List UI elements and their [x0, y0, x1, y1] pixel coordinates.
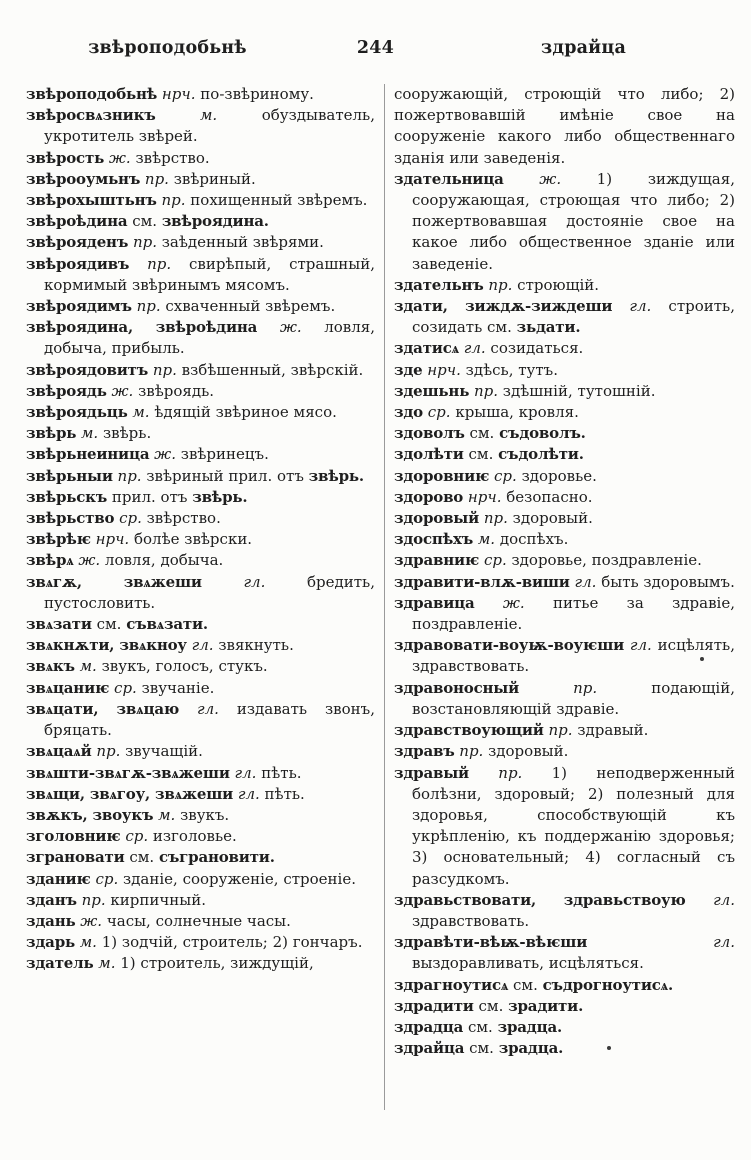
gloss-text: звѣрство.	[135, 148, 210, 167]
headword: звѣрооумьнъ	[26, 169, 141, 188]
headword: звѣросвѧзникъ	[26, 106, 156, 125]
pos-label: пр.	[161, 191, 186, 210]
gloss-text: изголовье.	[152, 827, 237, 846]
gloss-text: строить, созидать см.	[412, 297, 735, 337]
dictionary-entry	[26, 423, 375, 444]
gloss-text: обуздыватель, укротитель звѣрей.	[44, 106, 375, 146]
gloss-text: здоровье, поздравленіе.	[511, 551, 702, 570]
dictionary-entry	[26, 487, 375, 508]
pos-label: м.	[158, 805, 176, 824]
ink-speck	[700, 657, 704, 661]
gloss-text: взбѣшенный, звѣрскій.	[181, 360, 364, 379]
dictionary-entry	[26, 911, 375, 932]
headword: звѣроядивъ	[26, 254, 130, 273]
headword: звѣроподобьнѣ	[26, 85, 158, 103]
gloss-text: см.	[467, 1017, 493, 1036]
headword: звѣрьство	[26, 509, 115, 528]
header-guide-word-left: звѣроподобьнѣ	[88, 38, 247, 58]
dictionary-entry	[26, 805, 375, 826]
gloss-text: здравый.	[577, 721, 649, 740]
headword: звѣрьныи	[26, 466, 113, 485]
headword: здравѣти-вѣѭ-вѣѥши	[394, 933, 588, 952]
pos-label: гл.	[713, 890, 735, 909]
gloss-text: исцѣлять, здравствовать.	[412, 636, 735, 676]
headword: здарь	[26, 933, 75, 952]
headword: звѣрь	[26, 424, 77, 443]
ink-speck	[607, 1046, 611, 1050]
headword: звѣрояденъ	[26, 233, 129, 252]
headword: звѧшти-звѧгѫ-звѧжеши	[26, 763, 230, 782]
pos-label: м.	[81, 424, 99, 443]
headword: здравоносный	[394, 678, 520, 697]
pos-label: гл.	[191, 636, 214, 655]
pos-label: гл.	[629, 636, 652, 655]
pos-label: гл.	[196, 699, 219, 718]
headword: здрадца	[394, 1017, 464, 1036]
pos-label: пр.	[152, 360, 177, 379]
dictionary-entry	[394, 487, 735, 508]
dictionary-entry	[26, 254, 375, 296]
gloss-text: звякнуть.	[218, 636, 294, 655]
headword: звѧгѫ, звѧжеши	[26, 572, 202, 591]
cross-reference: звѣроядина.	[161, 212, 269, 231]
gloss-text: см.	[469, 424, 495, 443]
pos-label: гл.	[463, 339, 486, 358]
dictionary-entry	[26, 890, 375, 911]
pos-label: ж.	[539, 169, 562, 188]
pos-label: ж.	[78, 551, 101, 570]
dictionary-entry	[394, 360, 735, 381]
gloss-text: звѣриный.	[173, 169, 256, 188]
pos-label: ср.	[494, 466, 517, 485]
dictionary-entry	[394, 1038, 735, 1059]
gloss-text: ловля, добыча, прибыль.	[44, 318, 375, 358]
headword: зграновати	[26, 848, 125, 867]
headword: здатель	[26, 954, 94, 973]
gloss-text: кирпичный.	[110, 890, 206, 909]
headword: звѫкъ, звоукъ	[26, 805, 154, 824]
headword: здрагноутисѧ	[394, 975, 509, 994]
headword: здрадити	[394, 996, 474, 1015]
pos-label: ср.	[483, 551, 507, 570]
headword: звѣрьскъ	[26, 487, 108, 506]
gloss-text: свирѣпый, страшный, кормимый звѣринымъ мясомъ.	[44, 254, 375, 294]
gloss-text: см.	[132, 212, 158, 231]
gloss-text: безопасно.	[506, 487, 593, 506]
gloss-text: часы, солнечные часы.	[106, 911, 291, 930]
gloss-text: сооружающій, строющій что либо; 2) пожертвовавшій имѣніе свое на сооруженіе какого либо общественнаго зданія или заведенія.	[394, 85, 735, 167]
pos-label: гл.	[629, 297, 652, 316]
cross-reference: зьдати.	[516, 318, 581, 337]
pos-label: пр.	[548, 721, 573, 740]
gloss-text: ловля, добыча.	[104, 551, 224, 570]
dictionary-entry	[26, 529, 375, 550]
headword: зданъ	[26, 890, 77, 909]
pos-label: гл.	[713, 933, 735, 952]
gloss-text: издавать звонъ, бряцать.	[44, 699, 375, 740]
gloss-text: болѣе звѣрски.	[133, 530, 253, 549]
gloss-text: питье за здравіе, поздравленіе.	[412, 593, 735, 634]
cross-reference: зрадца.	[497, 1017, 562, 1036]
gloss-text: здоровый.	[512, 509, 593, 528]
headword: зданиѥ	[26, 869, 91, 888]
dictionary-entry	[394, 678, 735, 720]
text-columns	[26, 84, 735, 1110]
gloss-text: доспѣхъ.	[499, 530, 569, 549]
cross-reference: звѣрь.	[308, 466, 364, 485]
pos-label: м.	[132, 403, 150, 422]
dictionary-entry	[26, 105, 375, 147]
headword: звѧцаниѥ	[26, 678, 110, 697]
dictionary-entry	[26, 84, 375, 105]
dictionary-entry	[394, 572, 735, 593]
headword: здравити-влѫ-виши	[394, 572, 570, 591]
gloss-text: подающій, возстановляющій здравіе.	[412, 678, 735, 718]
header-guide-word-right: здрайца	[540, 38, 627, 58]
gloss-text: звѣрство.	[146, 509, 221, 528]
pos-label: пр.	[132, 233, 157, 252]
headword: звѣроядьць	[26, 403, 128, 422]
dictionary-entry	[26, 190, 375, 211]
cross-reference: съдрогноутисѧ.	[542, 975, 674, 994]
pos-label: пр.	[459, 742, 484, 761]
pos-label: м.	[79, 657, 97, 676]
pos-label: ср.	[125, 827, 149, 846]
cross-reference: съграновити.	[158, 848, 275, 867]
headword: звѣроядина, звѣроѣдина	[26, 318, 258, 337]
dictionary-entry	[26, 296, 375, 317]
pos-label: гл.	[243, 572, 266, 591]
running-header	[0, 38, 751, 58]
dictionary-entry	[394, 932, 735, 974]
dictionary-entry	[394, 169, 735, 275]
pos-label: пр.	[81, 890, 106, 909]
headword: здрайца	[394, 1039, 465, 1058]
pos-label: пр.	[117, 466, 142, 485]
headword: звѣрѣѥ	[26, 530, 91, 549]
gloss-text: по-звѣриному.	[200, 85, 314, 103]
dictionary-entry	[394, 720, 735, 741]
headword: звѣроядь	[26, 381, 107, 400]
dictionary-entry	[26, 763, 375, 784]
pos-label: пр.	[144, 169, 169, 188]
dictionary-entry	[26, 211, 375, 232]
cross-reference: звѣрь.	[192, 487, 248, 506]
gloss-text: пѣть.	[264, 784, 305, 803]
headword: здо	[394, 403, 423, 422]
dictionary-entry	[26, 741, 375, 762]
pos-label: пр.	[483, 509, 508, 528]
headword: здоспѣхъ	[394, 530, 474, 549]
pos-label: м.	[477, 530, 496, 549]
headword: здорово	[394, 487, 464, 506]
dictionary-entry	[26, 699, 375, 741]
headword: здравица	[394, 593, 475, 612]
gloss-text: звѣриный прил. отъ	[146, 466, 304, 485]
pos-label: ж.	[154, 445, 176, 464]
dictionary-entry	[394, 763, 735, 890]
gloss-text: здѣсь, тутъ.	[465, 360, 558, 379]
gloss-text: звѣрь.	[103, 424, 152, 443]
headword: здательнъ	[394, 275, 484, 294]
dictionary-entry	[26, 381, 375, 402]
gloss-text: здѣшній, тутошній.	[502, 381, 656, 400]
dictionary-entry	[394, 1017, 735, 1038]
headword: здравниѥ	[394, 551, 480, 570]
gloss-text: см.	[96, 615, 122, 634]
dictionary-entry	[394, 529, 735, 550]
page-number: 244	[356, 38, 395, 58]
dictionary-entry	[26, 572, 375, 614]
gloss-text: строющій.	[517, 275, 600, 294]
gloss-text: прил. отъ	[111, 487, 188, 506]
headword: здатисѧ	[394, 339, 459, 358]
gloss-text: звукъ.	[180, 805, 230, 824]
headword: звѧщи, звѧгоу, звѧжеши	[26, 784, 234, 803]
dictionary-entry	[394, 466, 735, 487]
pos-label: м.	[98, 954, 116, 973]
gloss-text: см.	[478, 996, 504, 1015]
gloss-text: бредить, пустословить.	[44, 572, 375, 612]
cross-reference: съвѧзати.	[126, 615, 208, 634]
headword: здешьнь	[394, 381, 470, 400]
pos-label: ср.	[119, 509, 142, 528]
headword: здательница	[394, 169, 504, 188]
dictionary-entry	[26, 317, 375, 359]
pos-label: пр.	[573, 678, 598, 697]
dictionary-entry	[394, 381, 735, 402]
dictionary-entry	[26, 360, 375, 381]
dictionary-entry	[26, 169, 375, 190]
headword: здоровый	[394, 509, 480, 528]
gloss-text: выздоравливать, исцѣляться.	[412, 954, 644, 973]
dictionary-entry	[394, 508, 735, 529]
gloss-text: здравствовать.	[412, 911, 530, 930]
headword: звѣроядимъ	[26, 297, 132, 316]
gloss-text: ѣдящій звѣриное мясо.	[154, 403, 337, 422]
cross-reference: зрадца.	[498, 1039, 564, 1058]
headword: здравовати-воуѭ-воуѥши	[394, 636, 625, 655]
cross-reference: съдоволъ.	[499, 424, 586, 443]
dictionary-entry	[394, 741, 735, 762]
column-right	[385, 84, 735, 1110]
gloss-text: здоровье.	[521, 466, 597, 485]
gloss-text: звѣринецъ.	[180, 445, 269, 464]
dictionary-entry	[394, 996, 735, 1017]
dictionary-entry	[394, 593, 735, 635]
pos-label: ж.	[279, 318, 302, 337]
gloss-text: звѣроядь.	[138, 381, 215, 400]
pos-label: ср.	[95, 869, 119, 888]
headword: звѣроядовитъ	[26, 360, 149, 379]
dictionary-entry	[394, 444, 735, 465]
headword: звѣрохыштьнъ	[26, 191, 157, 210]
column-left	[26, 84, 385, 1110]
cross-reference: зрадити.	[508, 996, 584, 1015]
headword: звѧцати, звѧцаю	[26, 699, 180, 718]
gloss-text: зданіе, сооруженіе, строеніе.	[123, 869, 356, 888]
pos-label: ж.	[111, 381, 134, 400]
dictionary-entry	[394, 890, 735, 932]
dictionary-entry	[26, 402, 375, 423]
dictionary-entry	[394, 550, 735, 571]
dictionary-entry	[26, 466, 375, 487]
gloss-text: см.	[468, 445, 494, 464]
dictionary-entry	[394, 402, 735, 423]
dictionary-entry	[26, 678, 375, 699]
dictionary-entry	[26, 826, 375, 847]
pos-label: нрч.	[467, 487, 502, 506]
pos-label: гл.	[234, 763, 257, 782]
pos-label: пр.	[498, 763, 523, 782]
dictionary-entry	[26, 656, 375, 677]
headword: звѣрьнеиница	[26, 445, 150, 464]
gloss-text: похищенный звѣремъ.	[190, 191, 368, 210]
dictionary-entry	[394, 275, 735, 296]
gloss-text: крыша, кровля.	[455, 403, 579, 422]
dictionary-entry	[394, 296, 735, 338]
gloss-text: см.	[469, 1039, 494, 1058]
dictionary-entry	[26, 953, 375, 974]
headword: звѧзати	[26, 615, 92, 634]
pos-label: пр.	[473, 381, 498, 400]
pos-label: м.	[79, 933, 97, 952]
pos-label: м.	[200, 106, 218, 125]
gloss-text: 1) строитель, зиждущій,	[120, 954, 314, 973]
gloss-text: быть здоровымъ.	[601, 572, 735, 591]
headword: здоволъ	[394, 424, 465, 443]
headword: здравъ	[394, 742, 455, 761]
dictionary-entry	[394, 975, 735, 996]
pos-label: пр.	[147, 254, 172, 273]
dictionary-entry	[26, 635, 375, 656]
pos-label: пр.	[136, 297, 161, 316]
headword: звѧкнѫти, звѧкноу	[26, 636, 187, 655]
headword: зде	[394, 360, 423, 379]
dictionary-entry	[26, 444, 375, 465]
headword: здань	[26, 911, 76, 930]
headword: звѧкъ	[26, 657, 75, 676]
gloss-text: 1) неподверженный болѣзни, здоровый; 2) полезный для здоровья, способствующій къ укрѣпленію, къ поддержанію здоровья; 3) основательный; 4) согласный съ разсудкомъ.	[412, 763, 735, 888]
headword: звѣроѣдина	[26, 212, 128, 231]
dictionary-entry	[26, 869, 375, 890]
pos-label: гл.	[574, 572, 597, 591]
pos-label: ж.	[108, 148, 131, 167]
gloss-text: заѣденный звѣрями.	[161, 233, 324, 252]
pos-label: пр.	[488, 275, 513, 294]
pos-label: нрч.	[161, 85, 196, 103]
pos-label: ср.	[114, 678, 137, 697]
headword: здравствоующий	[394, 721, 544, 740]
pos-label: ж.	[80, 911, 103, 930]
gloss-text: схваченный звѣремъ.	[165, 297, 336, 316]
headword: звѣрость	[26, 148, 105, 167]
dictionary-entry	[26, 614, 375, 635]
pos-label: ср.	[427, 403, 451, 422]
headword: звѣрѧ	[26, 551, 74, 570]
pos-label: гл.	[237, 784, 260, 803]
headword: здоровниѥ	[394, 466, 490, 485]
entry-continuation	[394, 84, 735, 169]
gloss-text: звукъ, голосъ, стукъ.	[101, 657, 268, 676]
gloss-text: звучаніе.	[141, 678, 215, 697]
dictionary-entry	[26, 784, 375, 805]
headword: здати, зиждѫ-зиждеши	[394, 297, 613, 316]
headword: зголовниѥ	[26, 827, 121, 846]
dictionary-entry	[394, 423, 735, 444]
gloss-text: здоровый.	[488, 742, 569, 761]
pos-label: нрч.	[427, 360, 461, 379]
headword: звѧцаѧй	[26, 742, 92, 761]
dictionary-entry	[26, 847, 375, 868]
dictionary-entry	[26, 148, 375, 169]
dictionary-entry	[26, 232, 375, 253]
dictionary-entry	[26, 550, 375, 571]
pos-label: нрч.	[95, 530, 130, 549]
gloss-text: пѣть.	[261, 763, 302, 782]
dictionary-entry	[26, 932, 375, 953]
cross-reference: съдолѣти.	[498, 445, 584, 464]
gloss-text: звучащій.	[125, 742, 203, 761]
gloss-text: созидаться.	[490, 339, 584, 358]
gloss-text: см.	[513, 975, 538, 994]
dictionary-entry	[394, 635, 735, 677]
pos-label: пр.	[96, 742, 121, 761]
pos-label: ж.	[502, 593, 525, 612]
headword: здравый	[394, 763, 469, 782]
dictionary-entry	[26, 508, 375, 529]
gloss-text: см.	[129, 848, 155, 867]
gloss-text: 1) зиждущая, сооружающая, строющая что либо; 2) пожертвовавшая достояніе свое на какое либо общественное зданіе или заведеніе.	[412, 169, 735, 273]
gloss-text: 1) зодчій, строитель; 2) гончаръ.	[101, 933, 363, 952]
dictionary-entry	[394, 338, 735, 359]
headword: здравьствовати, здравьствоую	[394, 890, 686, 909]
headword: здолѣти	[394, 445, 464, 464]
